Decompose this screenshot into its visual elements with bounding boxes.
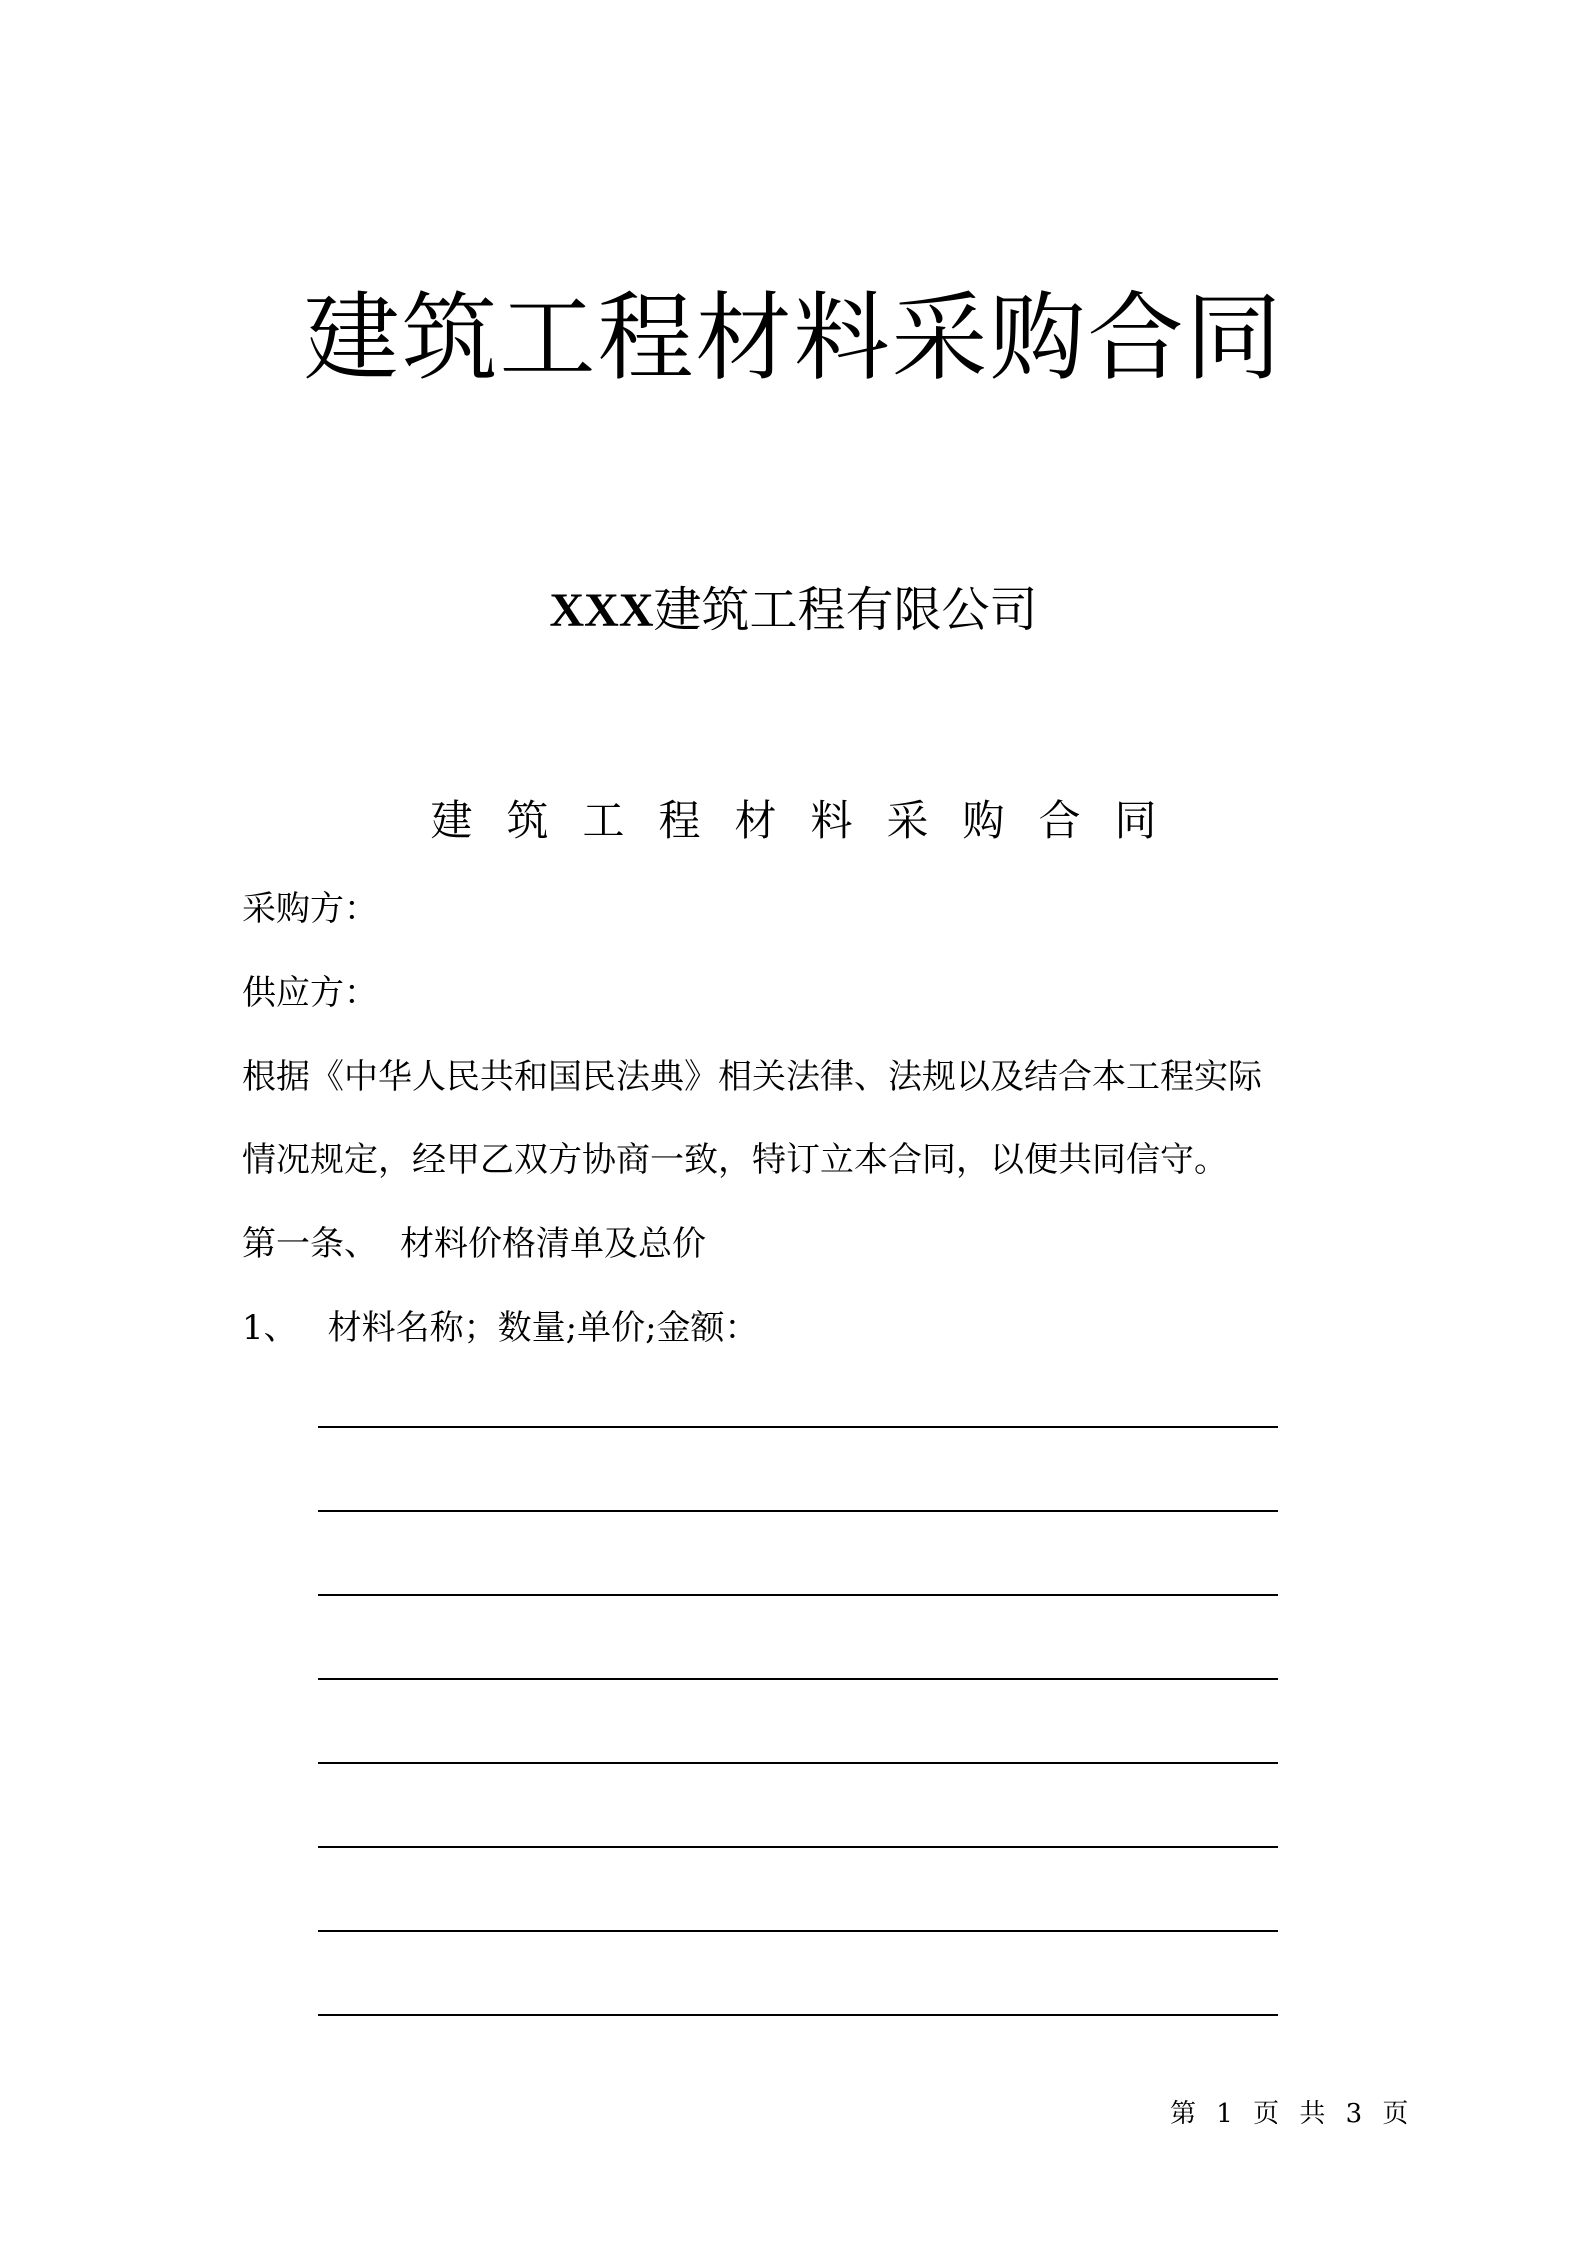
blank-fill-line [318, 1846, 1278, 1848]
document-main-title: 建筑工程材料采购合同 [303, 282, 1284, 394]
page-number: 第 1 页 共 3 页 [1170, 2099, 1415, 2129]
blank-fill-line [318, 1762, 1278, 1764]
supplier-label: 供应方： [242, 973, 378, 1013]
item-one-number: 1、 [242, 1308, 298, 1348]
article-one-title: 材料价格清单及总价 [400, 1224, 706, 1264]
item-one-text: 材料名称；数量;单价;金额： [327, 1308, 759, 1348]
blank-fill-line [318, 1510, 1278, 1512]
company-name-prefix: XXX [549, 584, 654, 637]
blank-fill-line [318, 1594, 1278, 1596]
buyer-label: 采购方： [242, 889, 378, 929]
company-name [0, 578, 1587, 643]
blank-fill-line [318, 1930, 1278, 1932]
company-name-suffix: 建筑工程有限公司 [653, 582, 1038, 638]
article-one-number: 第一条、 [242, 1224, 378, 1264]
contract-subtitle: 建筑工程材料采购合同 [430, 796, 1191, 845]
item-one [242, 1303, 759, 1353]
legal-basis-line-2: 情况规定，经甲乙双方协商一致，特订立本合同，以便共同信守。 [242, 1140, 1228, 1180]
blank-fill-line [318, 2014, 1278, 2016]
blank-fill-line [318, 1678, 1278, 1680]
article-one-heading [242, 1219, 706, 1269]
blank-fill-line [318, 1426, 1278, 1428]
legal-basis-line-1: 根据《中华人民共和国民法典》相关法律、法规以及结合本工程实际 [242, 1057, 1262, 1097]
